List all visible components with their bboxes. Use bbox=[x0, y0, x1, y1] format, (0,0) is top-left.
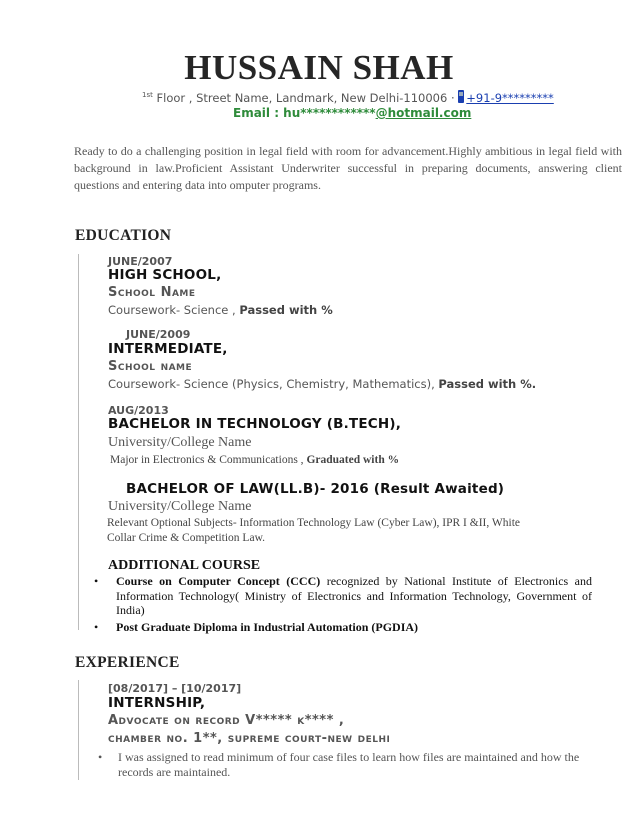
coursework-text: Coursework- Science , bbox=[108, 303, 240, 317]
coursework-text: Major in Electronics & Communications , bbox=[110, 454, 307, 466]
degree-title: HIGH SCHOOL, bbox=[108, 267, 222, 283]
degree-title: BACHELOR OF LAW(LL.B)- 2016 (Result Awaited) bbox=[126, 481, 505, 497]
mobile-phone-icon bbox=[458, 90, 464, 103]
university-name: University/College Name bbox=[108, 435, 252, 450]
email-label: Email : hu************ bbox=[233, 106, 376, 120]
experience-heading: EXPERIENCE bbox=[75, 654, 180, 671]
address-text: Floor , Street Name, Landmark, New Delhi-110006 · bbox=[152, 91, 459, 105]
result-text: Graduated with % bbox=[306, 454, 400, 466]
additional-course-list bbox=[94, 574, 592, 636]
education-date: JUNE/2009 bbox=[126, 328, 191, 341]
address-line bbox=[142, 90, 554, 105]
phone-link[interactable]: +91-9********* bbox=[466, 91, 554, 105]
coursework bbox=[108, 377, 536, 391]
objective-summary: Ready to do a challenging position in legal field with room for advancement.Highly ambitious in legal field with background in law.Proficient Assistant Underwriter successful in preparing documents, answering client questions and entering data into omputer programs. bbox=[74, 144, 622, 192]
course-description: recognized by National Institute of Electronics and Information Technology( Ministry of Electronics and Information Technology, Government of India) bbox=[116, 574, 592, 617]
degree-title: BACHELOR IN TECHNOLOGY (B.TECH), bbox=[108, 416, 402, 432]
course-name: Course on Computer Concept (CCC) bbox=[116, 574, 321, 588]
bullet-icon: • bbox=[98, 750, 103, 764]
result-text: Passed with % bbox=[239, 303, 333, 317]
education-divider bbox=[78, 254, 79, 630]
coursework bbox=[110, 453, 399, 468]
coursework-text: Coursework- Science (Physics, Chemistry, Mathematics), bbox=[108, 377, 439, 391]
additional-course-heading: ADDITIONAL COURSE bbox=[108, 558, 261, 573]
education-date: JUNE/2007 bbox=[108, 255, 173, 268]
list-item bbox=[94, 620, 592, 635]
bullet-icon: • bbox=[94, 574, 99, 588]
employer-name: Advocate on record V***** k**** , bbox=[108, 713, 345, 728]
education-heading: EDUCATION bbox=[75, 227, 172, 244]
result-text: Passed with %. bbox=[438, 377, 537, 391]
degree-title: INTERMEDIATE, bbox=[108, 341, 228, 357]
experience-bullet bbox=[98, 750, 598, 780]
employer-location: chamber no. 1**, supreme court-new delhi bbox=[108, 731, 391, 746]
course-name: Post Graduate Diploma in Industrial Automation (PGDIA) bbox=[116, 619, 419, 634]
university-name: University/College Name bbox=[108, 499, 252, 514]
education-date: AUG/2013 bbox=[108, 404, 169, 417]
coursework-line: Relevant Optional Subjects- Information Technology Law (Cyber Law), IPR I &II, White bbox=[107, 517, 520, 529]
experience-date: [08/2017] – [10/2017] bbox=[108, 682, 242, 695]
coursework bbox=[108, 303, 333, 317]
list-item bbox=[94, 574, 592, 618]
experience-description: I was assigned to read minimum of four case files to learn how files are maintained and how the records are maintained. bbox=[118, 750, 580, 779]
school-name: School Name bbox=[108, 285, 196, 300]
school-name: School name bbox=[108, 359, 193, 374]
resume-name: HUSSAIN SHAH bbox=[184, 48, 454, 87]
floor-superscript: 1st bbox=[142, 91, 153, 100]
bullet-icon: • bbox=[94, 619, 99, 634]
email-link[interactable]: @hotmail.com bbox=[375, 106, 472, 120]
job-title: INTERNSHIP, bbox=[108, 695, 206, 711]
email-line bbox=[233, 106, 471, 120]
experience-divider bbox=[78, 680, 79, 780]
coursework-line: Collar Crime & Competition Law. bbox=[107, 532, 265, 544]
